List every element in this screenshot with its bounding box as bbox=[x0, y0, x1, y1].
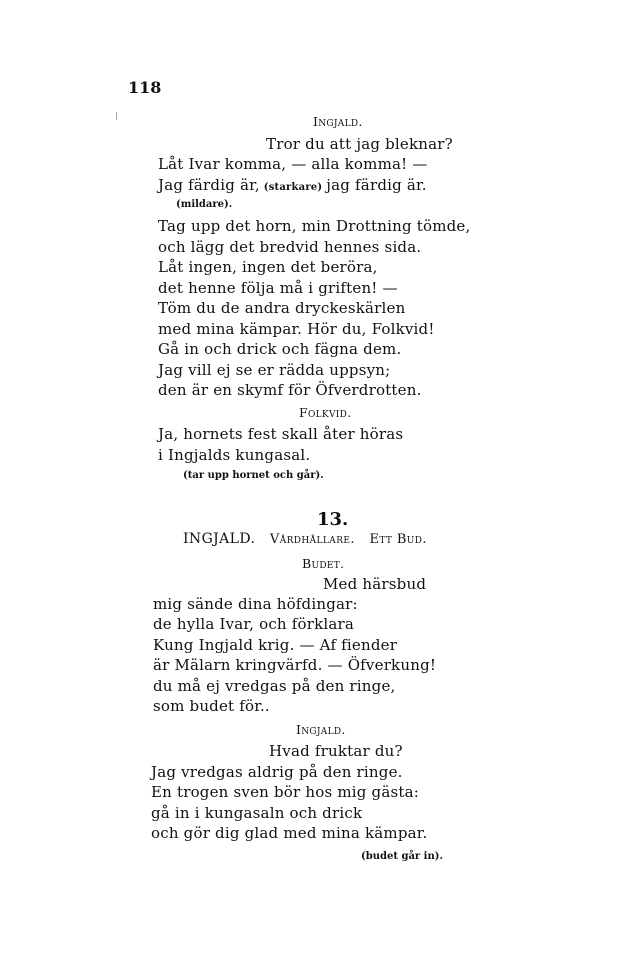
verse-line: gå in i kungasaln och drick bbox=[151, 804, 363, 822]
speaker-folkvid: Folkvid. bbox=[299, 405, 352, 420]
cast-vardhallare: Vårdhållare. bbox=[269, 532, 355, 547]
speaker-ingjald: Ingjald. bbox=[313, 114, 363, 129]
verse-line: som budet för.. bbox=[153, 697, 270, 715]
verse-line: med mina kämpar. Hör du, Folkvid! bbox=[158, 320, 435, 338]
speaker-budet: Budet. bbox=[302, 556, 345, 571]
verse-line: du må ej vredgas på den ringe, bbox=[153, 677, 396, 695]
scene-cast bbox=[183, 531, 427, 547]
verse-line: Tag upp det horn, min Drottning tömde, bbox=[158, 217, 471, 235]
verse-part: jag färdig är. bbox=[326, 176, 427, 194]
verse-line: är Mälarn kringvärfd. — Öfverkung! bbox=[153, 656, 437, 674]
margin-mark bbox=[116, 112, 117, 120]
verse-line: Låt Ivar komma, — alla komma! — bbox=[158, 155, 428, 173]
page-number: 118 bbox=[128, 78, 162, 97]
cast-ett-bud: Ett Bud. bbox=[369, 532, 427, 547]
verse-part: Jag färdig är, bbox=[158, 176, 260, 194]
verse-line: och gör dig glad med mina kämpar. bbox=[151, 824, 428, 842]
verse-line bbox=[158, 176, 427, 197]
verse-line: Kung Ingjald krig. — Af fiender bbox=[153, 636, 398, 654]
speaker-ingjald: Ingjald. bbox=[296, 722, 346, 737]
verse-line: Töm du de andra dryckeskärlen bbox=[158, 299, 406, 317]
verse-line: Gå in och drick och fägna dem. bbox=[158, 340, 402, 358]
verse-line: Ja, hornets fest skall åter höras bbox=[158, 425, 404, 443]
stage-direction: (mildare). bbox=[176, 199, 233, 210]
stage-direction: (budet går in). bbox=[361, 851, 443, 862]
verse-line: Hvad fruktar du? bbox=[269, 742, 403, 760]
verse-line: mig sände dina höfdingar: bbox=[153, 595, 358, 613]
verse-line: Jag vill ej se er rädda uppsyn; bbox=[158, 361, 391, 379]
verse-line: Jag vredgas aldrig på den ringe. bbox=[151, 763, 403, 781]
verse-line: En trogen sven bör hos mig gästa: bbox=[151, 783, 419, 801]
stage-direction: (starkare) bbox=[263, 182, 323, 193]
verse-line: Låt ingen, ingen det beröra, bbox=[158, 258, 378, 276]
stage-direction: (tar upp hornet och går). bbox=[183, 470, 324, 481]
verse-line: det henne följa må i griften! — bbox=[158, 279, 398, 297]
verse-line: de hylla Ivar, och förklara bbox=[153, 615, 355, 633]
scene-number: 13. bbox=[317, 509, 349, 530]
verse-line: Tror du att jag bleknar? bbox=[266, 135, 453, 153]
verse-line: i Ingjalds kungasal. bbox=[158, 446, 311, 464]
verse-line: den är en skymf för Öfverdrotten. bbox=[158, 381, 422, 399]
verse-line: och lägg det bredvid hennes sida. bbox=[158, 238, 422, 256]
verse-line: Med härsbud bbox=[323, 575, 427, 593]
cast-ingjald: INGJALD. bbox=[183, 531, 256, 547]
